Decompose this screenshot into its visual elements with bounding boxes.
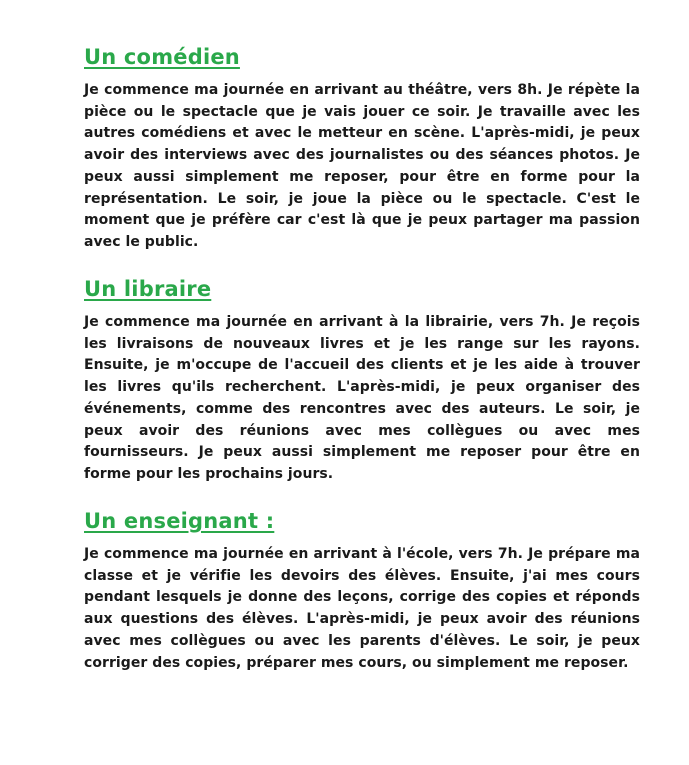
section-heading: Un enseignant : [84, 509, 275, 533]
section-comedien [84, 44, 640, 254]
section-libraire [84, 276, 640, 486]
section-paragraph: Je commence ma journée en arrivant à la librairie, vers 7h. Je reçois les livraisons de nouveaux livres et je les range sur les rayons. Ensuite, je m'occupe de l'accueil des clients et je les aide à trouver les livres qu'ils recherchent. L'après-midi, je peux organiser des événements, comme des rencontres avec des auteurs. Le soir, je peux avoir des réunions avec mes collègues ou avec mes fournisseurs. Je peux aussi simplement me reposer pour être en forme pour les prochains jours. [84, 314, 640, 482]
section-enseignant [84, 508, 640, 674]
section-heading: Un comédien [84, 45, 240, 69]
section-paragraph: Je commence ma journée en arrivant au théâtre, vers 8h. Je répète la pièce ou le spectacle que je vais jouer ce soir. Je travaille avec les autres comédiens et avec le metteur en scène. L'après-midi, je peux avoir des interviews avec des journalistes ou des séances photos. Je peux aussi simplement me reposer, pour être en forme pour la représentation. Le soir, je joue la pièce ou le spectacle. C'est le moment que je préfère car c'est là que je peux partager ma passion avec le public. [84, 82, 640, 250]
section-heading: Un libraire [84, 277, 212, 301]
section-paragraph: Je commence ma journée en arrivant à l'école, vers 7h. Je prépare ma classe et je vérifie les devoirs des élèves. Ensuite, j'ai mes cours pendant lesquels je donne des leçons, corrige des copies et réponds aux questions des élèves. L'après-midi, je peux avoir des réunions avec mes collègues ou avec les parents d'élèves. Le soir, je peux corriger des copies, préparer mes cours, ou simplement me reposer. [84, 546, 640, 671]
